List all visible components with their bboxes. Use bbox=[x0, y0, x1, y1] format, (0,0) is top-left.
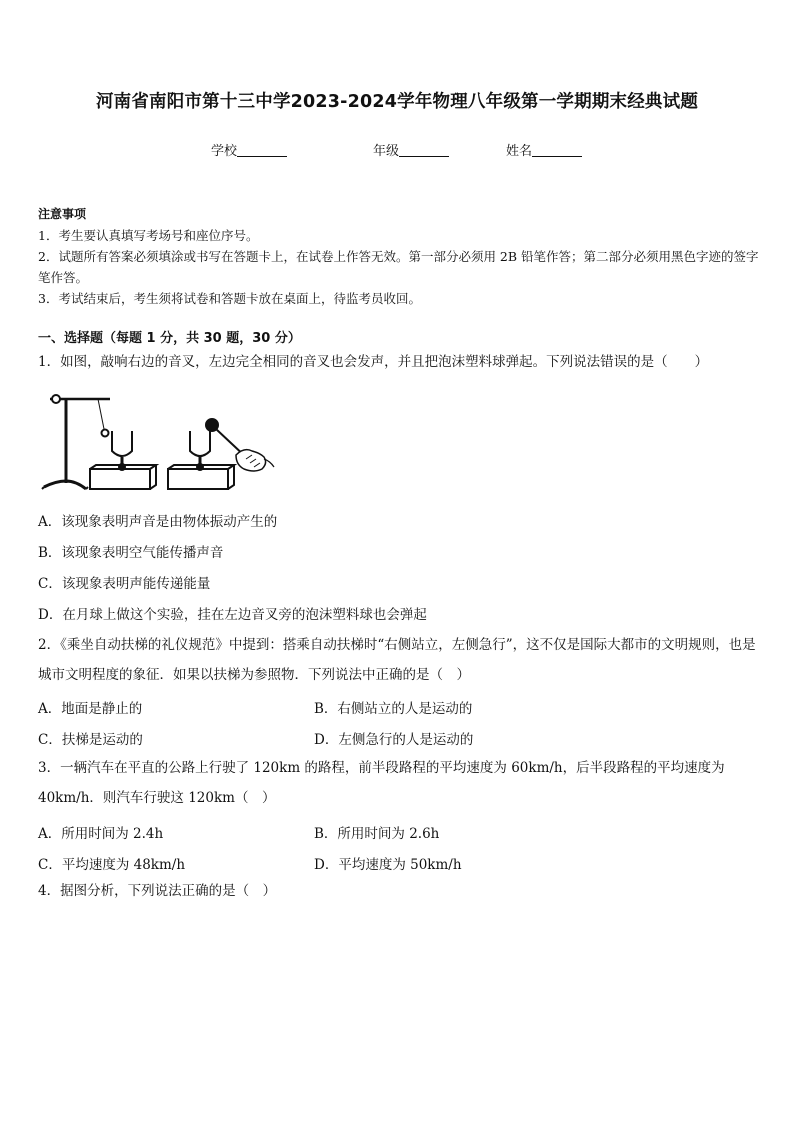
page-title: 河南省南阳市第十三中学2023-2024学年物理八年级第一学期期末经典试题 bbox=[95, 92, 699, 112]
grade-label: 年级 bbox=[373, 144, 400, 159]
name-field bbox=[506, 140, 582, 159]
note-item: 2．试题所有答案必须填涂或书写在答题卡上，在试卷上作答无效。第一部分必须用 2B 铅笔作答；第二部分必须用黑色字迹的签字笔作答。 bbox=[38, 249, 759, 285]
question-3-option-b: B．所用时间为 2.6h bbox=[314, 826, 440, 842]
question-1-option-c: C．该现象表明声能传递能量 bbox=[38, 576, 211, 592]
question-3-option-d: D．平均速度为 50km/h bbox=[314, 857, 462, 873]
question-3-option-c: C．平均速度为 48km/h bbox=[38, 857, 186, 873]
question-2-option-d: D．左侧急行的人是运动的 bbox=[314, 732, 474, 748]
question-1-option-a: A．该现象表明声音是由物体振动产生的 bbox=[38, 514, 278, 530]
school-label: 学校 bbox=[211, 144, 238, 159]
tuning-fork-figure bbox=[38, 385, 278, 497]
school-field bbox=[211, 140, 287, 159]
section-heading: 一、选择题（每题 1 分，共 30 题，30 分） bbox=[38, 331, 301, 346]
question-2-option-a: A．地面是静止的 bbox=[38, 701, 143, 717]
question-2-option-b: B．右侧站立的人是运动的 bbox=[314, 701, 473, 717]
question-1-option-d: D．在月球上做这个实验，挂在左边音叉旁的泡沫塑料球也会弹起 bbox=[38, 607, 427, 623]
exam-notes bbox=[38, 204, 763, 309]
grade-blank bbox=[399, 144, 449, 157]
name-label: 姓名 bbox=[506, 144, 533, 159]
question-3-option-a: A．所用时间为 2.4h bbox=[38, 826, 164, 842]
name-blank bbox=[532, 144, 582, 157]
question-4-stem: 4．据图分析，下列说法正确的是（ ） bbox=[38, 883, 277, 899]
grade-field bbox=[373, 140, 449, 159]
question-2-option-c: C．扶梯是运动的 bbox=[38, 732, 143, 748]
question-1-stem: 1．如图，敲响右边的音叉，左边完全相同的音叉也会发声，并且把泡沫塑料球弹起。下列说法错误的是（ ） bbox=[38, 354, 709, 370]
note-item: 1．考生要认真填写考场号和座位序号。 bbox=[38, 228, 259, 243]
notes-heading: 注意事项 bbox=[38, 207, 87, 221]
school-blank bbox=[237, 144, 287, 157]
question-1-option-b: B．该现象表明空气能传播声音 bbox=[38, 545, 224, 561]
question-3-stem: 3．一辆汽车在平直的公路上行驶了 120km 的路程，前半段路程的平均速度为 60km/h，后半段路程的平均速度为 40km/h．则汽车行驶这 120km（ ） bbox=[38, 760, 725, 806]
question-2-stem: 2．《乘坐自动扶梯的礼仪规范》中提到：搭乘自动扶梯时“右侧站立，左侧急行”，这不仅是国际大都市的文明规则，也是城市文明程度的象征．如果以扶梯为参照物．下列说法中正确的是（ ） bbox=[38, 637, 756, 683]
note-item: 3．考试结束后，考生须将试卷和答题卡放在桌面上，待监考员收回。 bbox=[38, 291, 421, 306]
